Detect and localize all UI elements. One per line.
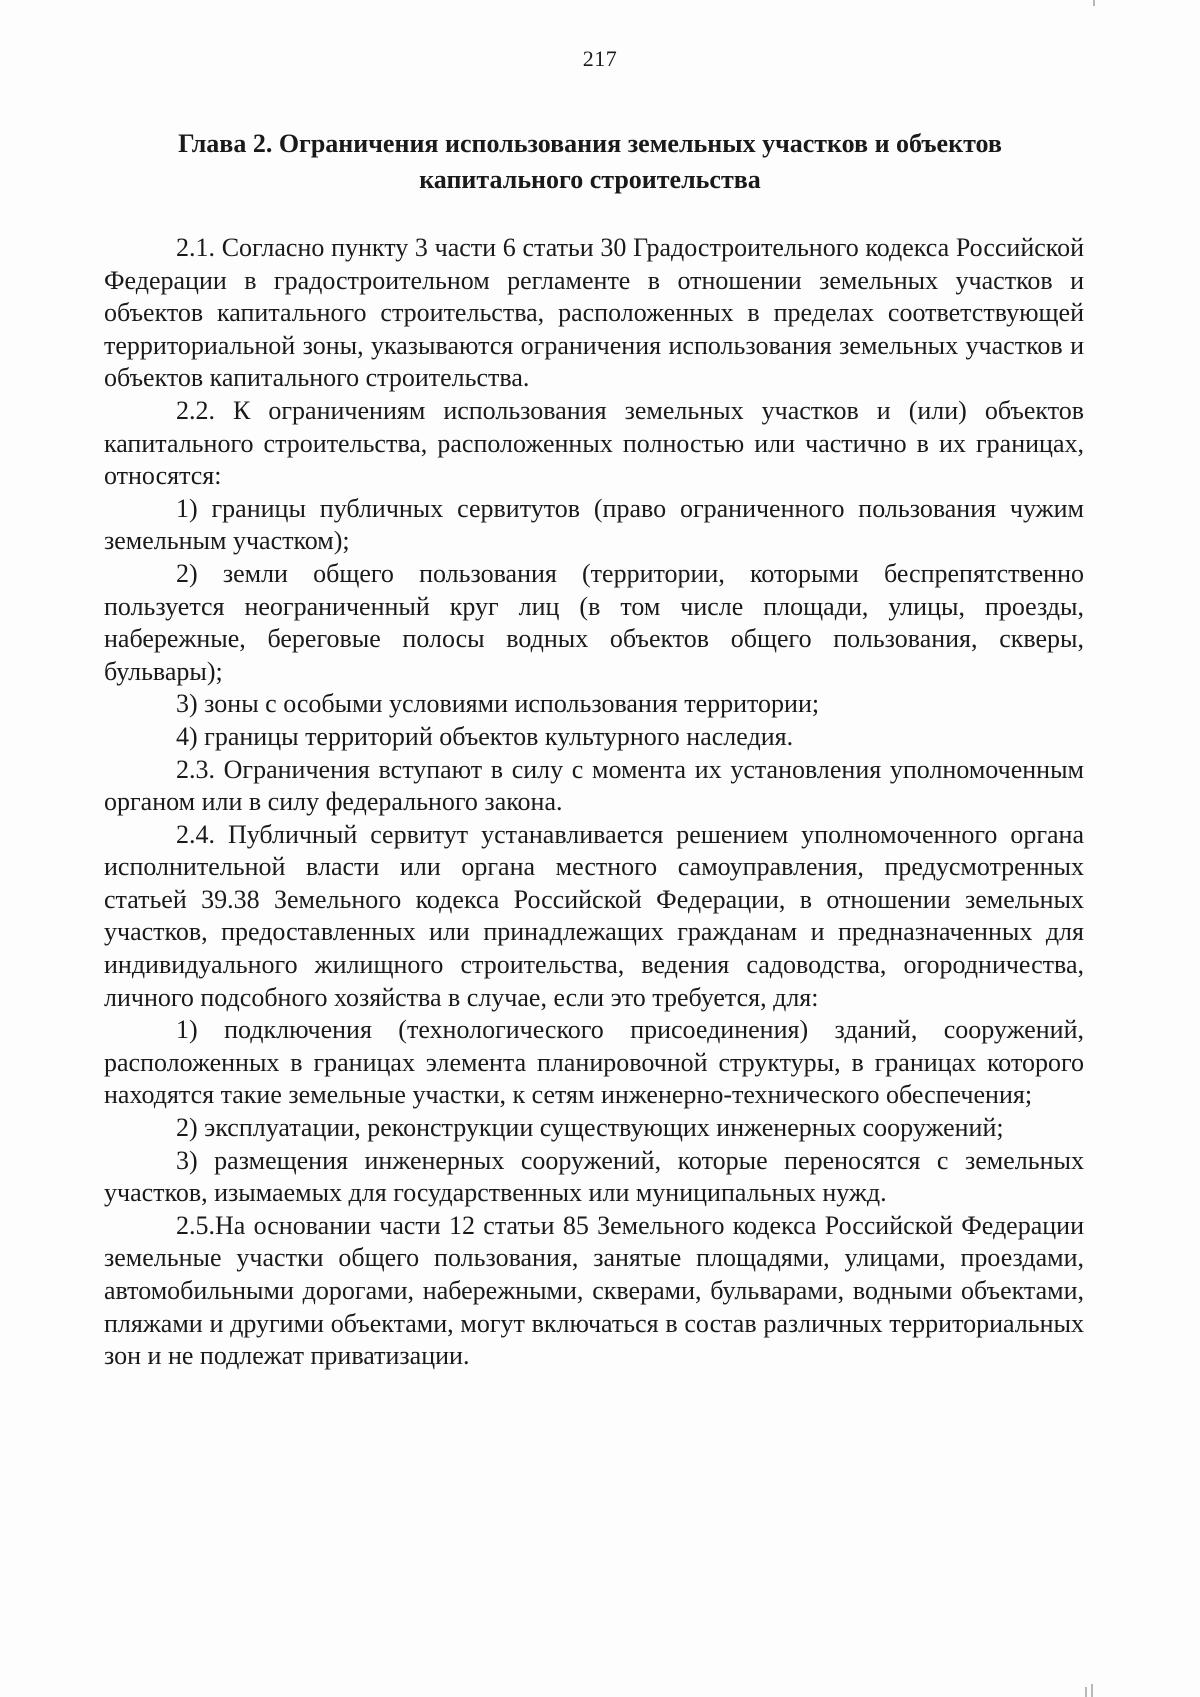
list-item-2-2-2: 2) земли общего пользования (территории, которыми беспрепятственно пользуется неограниченный круг лиц (в том числе площади, улицы, проезды, набережные, береговые полосы водных объектов общего пользования, скверы, бульвары); [104, 558, 1084, 686]
page-number: 217 [582, 46, 618, 71]
list-item-2-2-1: 1) границы публичных сервитутов (право ограниченного пользования чужим земельным участком); [104, 493, 1084, 556]
paragraph-2-1: 2.1. Согласно пункту 3 части 6 статьи 30 Градостроительного кодекса Российской Федерации в градостроительном регламенте в отношении земельных участков и объектов капитального строительства, расположенных в пределах соответствующей территориальной зоны, указываются ограничения использования земельных участков и объектов капитального строительства. [104, 233, 1084, 393]
paragraph-2-5: 2.5.На основании части 12 статьи 85 Земельного кодекса Российской Федерации земельные участки общего пользования, занятые площадями, улицами, проездами, автомобильными дорогами, набережными, скверами, бульварами, водными объектами, пляжами и другими объектами, могут включаться в состав различных территориальных зон и не подлежат приватизации. [104, 1210, 1084, 1371]
document-body [104, 232, 1084, 1373]
list-item-2-2-4: 4) границы территорий объектов культурного наследия. [176, 721, 794, 751]
list-item-2-4-2: 2) эксплуатации, реконструкции существующих инженерных сооружений; [176, 1113, 1004, 1143]
paragraph-2-3: 2.3. Ограничения вступают в силу с момента их установления уполномоченным органом или в силу федерального закона. [104, 754, 1084, 817]
chapter-title: Глава 2. Ограничения использования земельных участков и объектов капитального строительства [178, 129, 1002, 194]
scan-artifact-top-right [1093, 0, 1095, 6]
scan-artifact-bottom-right-1 [1085, 1687, 1087, 1697]
list-item-2-4-1: 1) подключения (технологического присоединения) зданий, сооружений, расположенных в границах элемента планировочной структуры, в границах которого находятся такие земельные участки, к сетям инженерно-технического обеспечения; [104, 1015, 1084, 1110]
scan-artifact-bottom-right-2 [1091, 1684, 1093, 1697]
list-item-2-4-3: 3) размещения инженерных сооружений, которые переносятся с земельных участков, изымаемых для государственных или муниципальных нужд. [104, 1145, 1084, 1208]
list-item-2-2-3: 3) зоны с особыми условиями использования территории; [176, 689, 820, 719]
paragraph-2-2: 2.2. К ограничениям использования земельных участков и (или) объектов капитального строительства, расположенных полностью или частично в их границах, относятся: [104, 395, 1084, 491]
paragraph-2-4: 2.4. Публичный сервитут устанавливается решением уполномоченного органа исполнительной власти или органа местного самоуправления, предусмотренных статьей 39.38 Земельного кодекса Российской Федерации, в отношении земельных участков, предоставленных или принадлежащих гражданам и предназначенных для индивидуального жилищного строительства, ведения садоводства, огородничества, личного подсобного хозяйства в случае, если это требуется, для: [104, 819, 1084, 1012]
